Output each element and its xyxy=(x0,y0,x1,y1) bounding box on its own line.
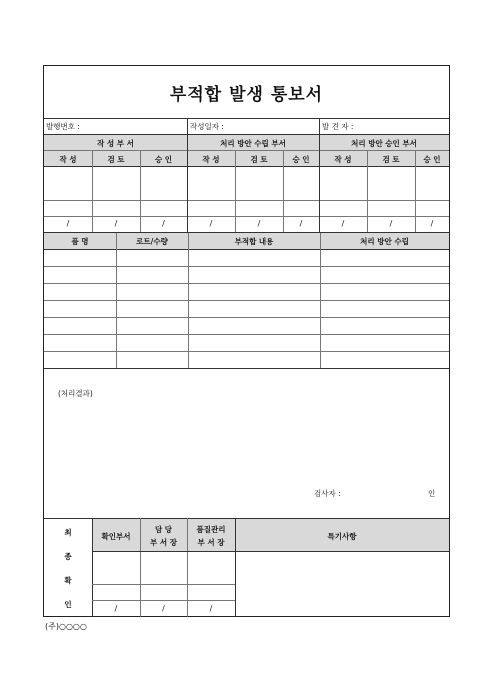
group-header-approve: 처리 방안 승인 부서 xyxy=(351,139,417,148)
issue-no-label: 발행번호 : xyxy=(46,122,80,131)
divider xyxy=(44,334,449,335)
sub-header: 승 인 xyxy=(423,155,441,164)
qc-header-1: 품질관리 xyxy=(196,525,226,534)
sub-header: 검 토 xyxy=(107,155,125,164)
date-slash: / xyxy=(430,219,434,228)
divider xyxy=(44,249,449,250)
items-header-name: 품 명 xyxy=(71,237,89,246)
finder-label: 발 견 자 : xyxy=(322,122,354,131)
final-label: 인 xyxy=(64,600,72,609)
qc-header-2: 부 서 장 xyxy=(197,538,225,547)
divider xyxy=(92,600,235,601)
divider xyxy=(92,551,449,552)
final-label: 종 xyxy=(64,552,72,561)
page-title: 부적합 발생 통보서 xyxy=(169,84,324,105)
date-slash: / xyxy=(162,219,165,228)
manager-header-1: 담 당 xyxy=(154,525,173,534)
date-slash: / xyxy=(299,219,303,228)
divider xyxy=(116,233,117,368)
sub-header: 검 토 xyxy=(382,155,400,164)
remarks-header: 특기사항 xyxy=(327,532,357,541)
date-slash: / xyxy=(209,219,213,228)
sub-header: 승 인 xyxy=(292,155,310,164)
divider xyxy=(188,233,189,368)
items-header-lot: 로트/수량 xyxy=(136,237,168,246)
sub-header: 작 성 xyxy=(334,155,352,164)
confirm-dept-header: 확인부서 xyxy=(101,532,131,541)
group-header-author: 작 성 부 서 xyxy=(97,139,134,148)
divider xyxy=(319,134,320,232)
sub-header: 검 토 xyxy=(250,155,268,164)
company-note: (주)○○○○ xyxy=(45,622,87,631)
final-label: 확 xyxy=(64,576,72,585)
title-row xyxy=(44,66,449,118)
result-label: (처리결과) xyxy=(58,389,93,398)
sub-header: 승 인 xyxy=(154,155,173,164)
divider xyxy=(320,233,321,368)
final-label: 최 xyxy=(64,528,72,537)
date-slash: / xyxy=(114,604,118,613)
sub-header: 작 성 xyxy=(59,155,77,164)
date-slash: / xyxy=(114,219,118,228)
seal-label: 인 xyxy=(428,489,436,498)
manager-header-2: 부 서 장 xyxy=(150,538,177,547)
date-slash: / xyxy=(162,604,165,613)
date-slash: / xyxy=(389,219,393,228)
sub-header: 작 성 xyxy=(202,155,220,164)
divider xyxy=(187,118,188,134)
divider xyxy=(44,134,449,135)
divider xyxy=(44,317,449,318)
date-label: 작성일자 : xyxy=(190,122,224,131)
divider xyxy=(44,216,449,217)
divider xyxy=(44,166,449,167)
date-slash: / xyxy=(341,219,345,228)
items-header-plan: 처리 방안 수립 xyxy=(360,237,409,246)
items-header-defect: 부적합 내용 xyxy=(234,237,274,246)
divider xyxy=(187,134,188,232)
date-slash: / xyxy=(209,604,213,613)
group-header-plan: 처리 방안 수립 부서 xyxy=(220,139,286,148)
date-slash: / xyxy=(66,219,70,228)
divider xyxy=(44,118,449,119)
divider xyxy=(92,584,235,585)
divider xyxy=(319,118,320,134)
divider xyxy=(44,200,449,201)
divider xyxy=(44,266,449,267)
report-form xyxy=(43,65,450,617)
date-slash: / xyxy=(257,219,261,228)
divider xyxy=(44,368,449,369)
divider xyxy=(44,150,449,151)
divider xyxy=(44,283,449,284)
divider xyxy=(44,351,449,352)
inspector-label: 검사자 : xyxy=(314,489,341,498)
divider xyxy=(44,300,449,301)
